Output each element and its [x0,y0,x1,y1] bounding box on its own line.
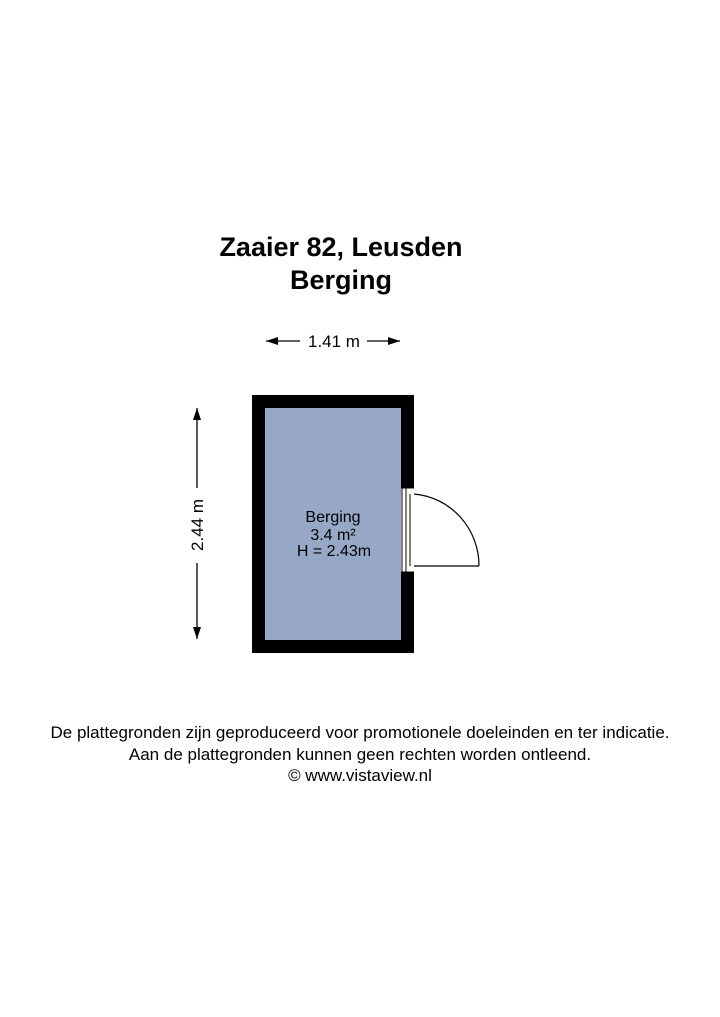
disclaimer-line-1: De plattegronden zijn geproduceerd voor promotionele doeleinden en ter indicatie. [50,723,670,742]
room-name: Berging [305,509,361,526]
wall-right-lower [401,572,414,653]
door-opening [401,488,414,572]
disclaimer-line-2: Aan de plattegronden kunnen geen rechten worden ontleend. [128,745,592,764]
room-title: Berging [289,265,392,295]
copyright-line: © www.vistaview.nl [288,766,432,785]
address-title: Zaaier 82, Leusden [219,232,463,262]
room-ceiling-height: H = 2.43m [296,543,372,560]
wall-right-upper [401,395,414,488]
door [401,488,479,572]
wall-left [252,395,265,653]
width-dimension [266,332,400,351]
height-dimension-label: 2.44 m [188,499,207,551]
wall-top [252,395,414,408]
room-area: 3.4 m² [310,527,356,544]
door-swing-arc [414,494,479,566]
wall-bottom [252,640,414,653]
height-dimension [188,408,207,639]
width-dimension-label: 1.41 m [308,332,360,351]
